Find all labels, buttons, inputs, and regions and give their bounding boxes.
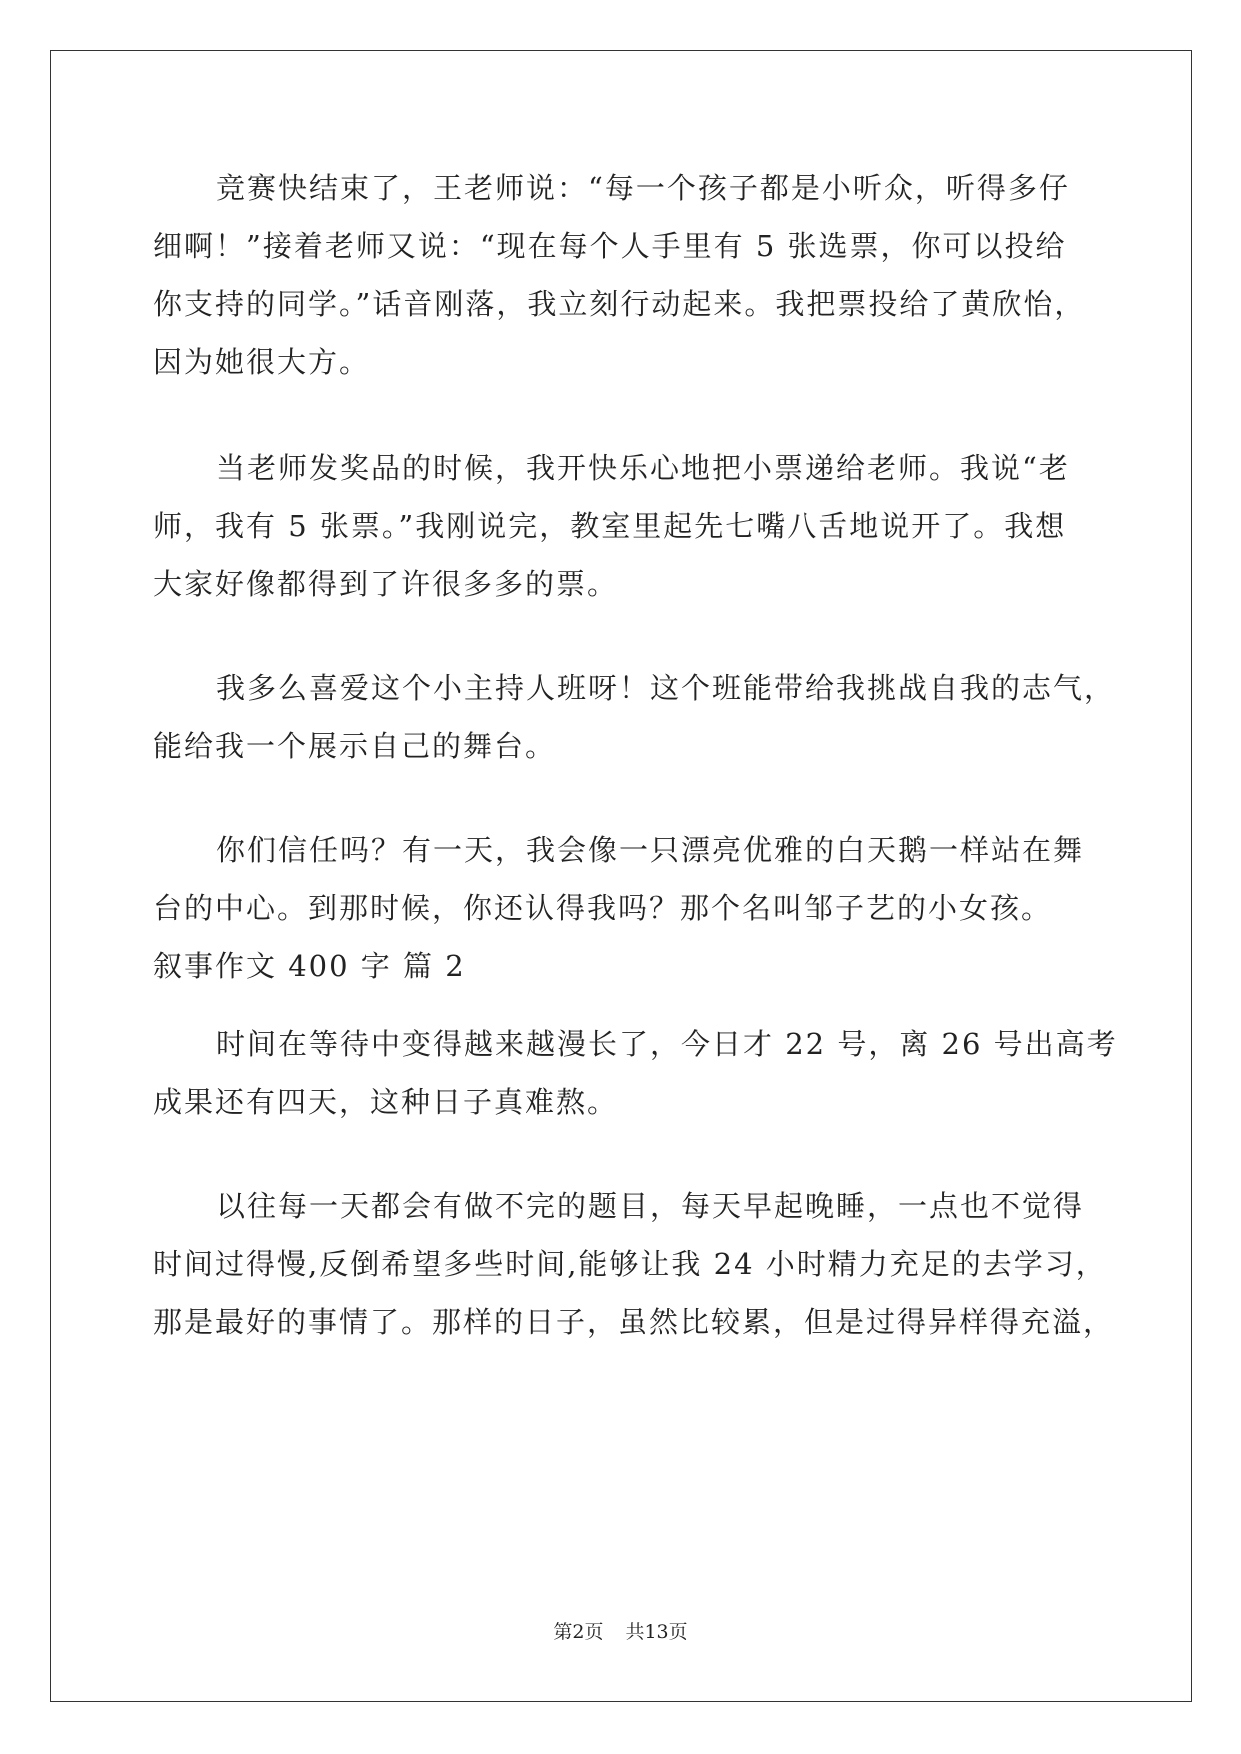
paragraph-line: 以往每一天都会有做不完的题目，每天早起晚睡，一点也不觉得 xyxy=(216,1189,1085,1223)
paragraph-line: 当老师发奖品的时候，我开快乐心地把小票递给老师。我说“老 xyxy=(216,451,1070,485)
paragraph-line: 成果还有四天，这种日子真难熬。 xyxy=(153,1085,619,1119)
paragraph-line: 那是最好的事情了。那样的日子，虽然比较累，但是过得异样得充溢， xyxy=(153,1305,1115,1339)
page-footer xyxy=(0,1620,1241,1644)
page-number: 第2页 xyxy=(553,1621,604,1643)
paragraph-line: 竞赛快结束了，王老师说：“每一个孩子都是小听众，听得多仔 xyxy=(216,171,1070,205)
paragraph-line: 师，我有 5 张票。”我刚说完，教室里起先七嘴八舌地说开了。我想 xyxy=(153,509,1067,543)
page-total: 共13页 xyxy=(625,1621,688,1643)
paragraph-line: 你们信任吗？有一天，我会像一只漂亮优雅的白天鹅一样站在舞 xyxy=(216,833,1085,867)
paragraph-line: 因为她很大方。 xyxy=(153,345,371,379)
paragraph-line: 时间过得慢,反倒希望多些时间,能够让我 24 小时精力充足的去学习， xyxy=(153,1247,1107,1281)
paragraph-line: 台的中心。到那时候，你还认得我吗？那个名叫邹子艺的小女孩。 xyxy=(153,891,1053,925)
paragraph-line: 你支持的同学。”话音刚落，我立刻行动起来。我把票投给了黄欣怡， xyxy=(153,287,1086,321)
paragraph-line: 我多么喜爱这个小主持人班呀！这个班能带给我挑战自我的志气， xyxy=(216,671,1116,705)
paragraph-line: 大家好像都得到了许很多多的票。 xyxy=(153,567,619,601)
section-heading: 叙事作文 400 字 篇 2 xyxy=(153,949,466,983)
paragraph-line: 时间在等待中变得越来越漫长了，今日才 22 号，离 26 号出高考 xyxy=(216,1027,1118,1061)
paragraph-line: 细啊！”接着老师又说：“现在每个人手里有 5 张选票，你可以投给 xyxy=(153,229,1067,263)
paragraph-line: 能给我一个展示自己的舞台。 xyxy=(153,729,557,763)
